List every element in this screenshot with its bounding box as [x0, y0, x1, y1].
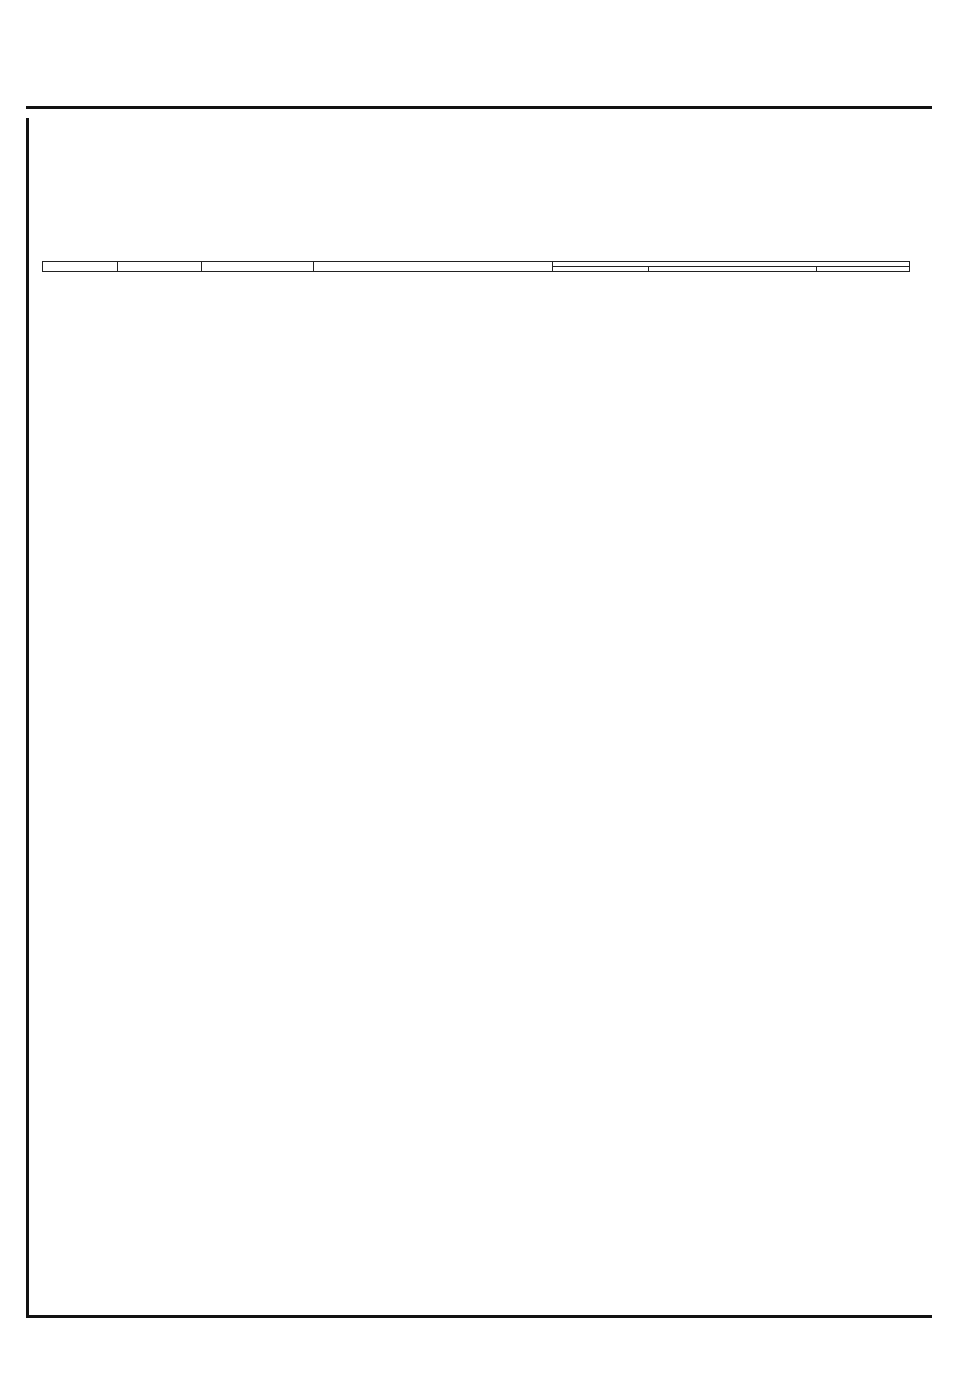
title-rule [26, 106, 932, 109]
header-description [313, 262, 553, 272]
header-terminal-sign [201, 262, 313, 272]
terminal-table [42, 261, 910, 272]
content-frame [26, 118, 932, 1318]
header-measurement-conditions [649, 267, 817, 272]
header-terminal-number [43, 262, 118, 272]
header-wire-color [117, 262, 201, 272]
header-measurement-terminals [553, 267, 649, 272]
header-output-voltage [817, 267, 910, 272]
